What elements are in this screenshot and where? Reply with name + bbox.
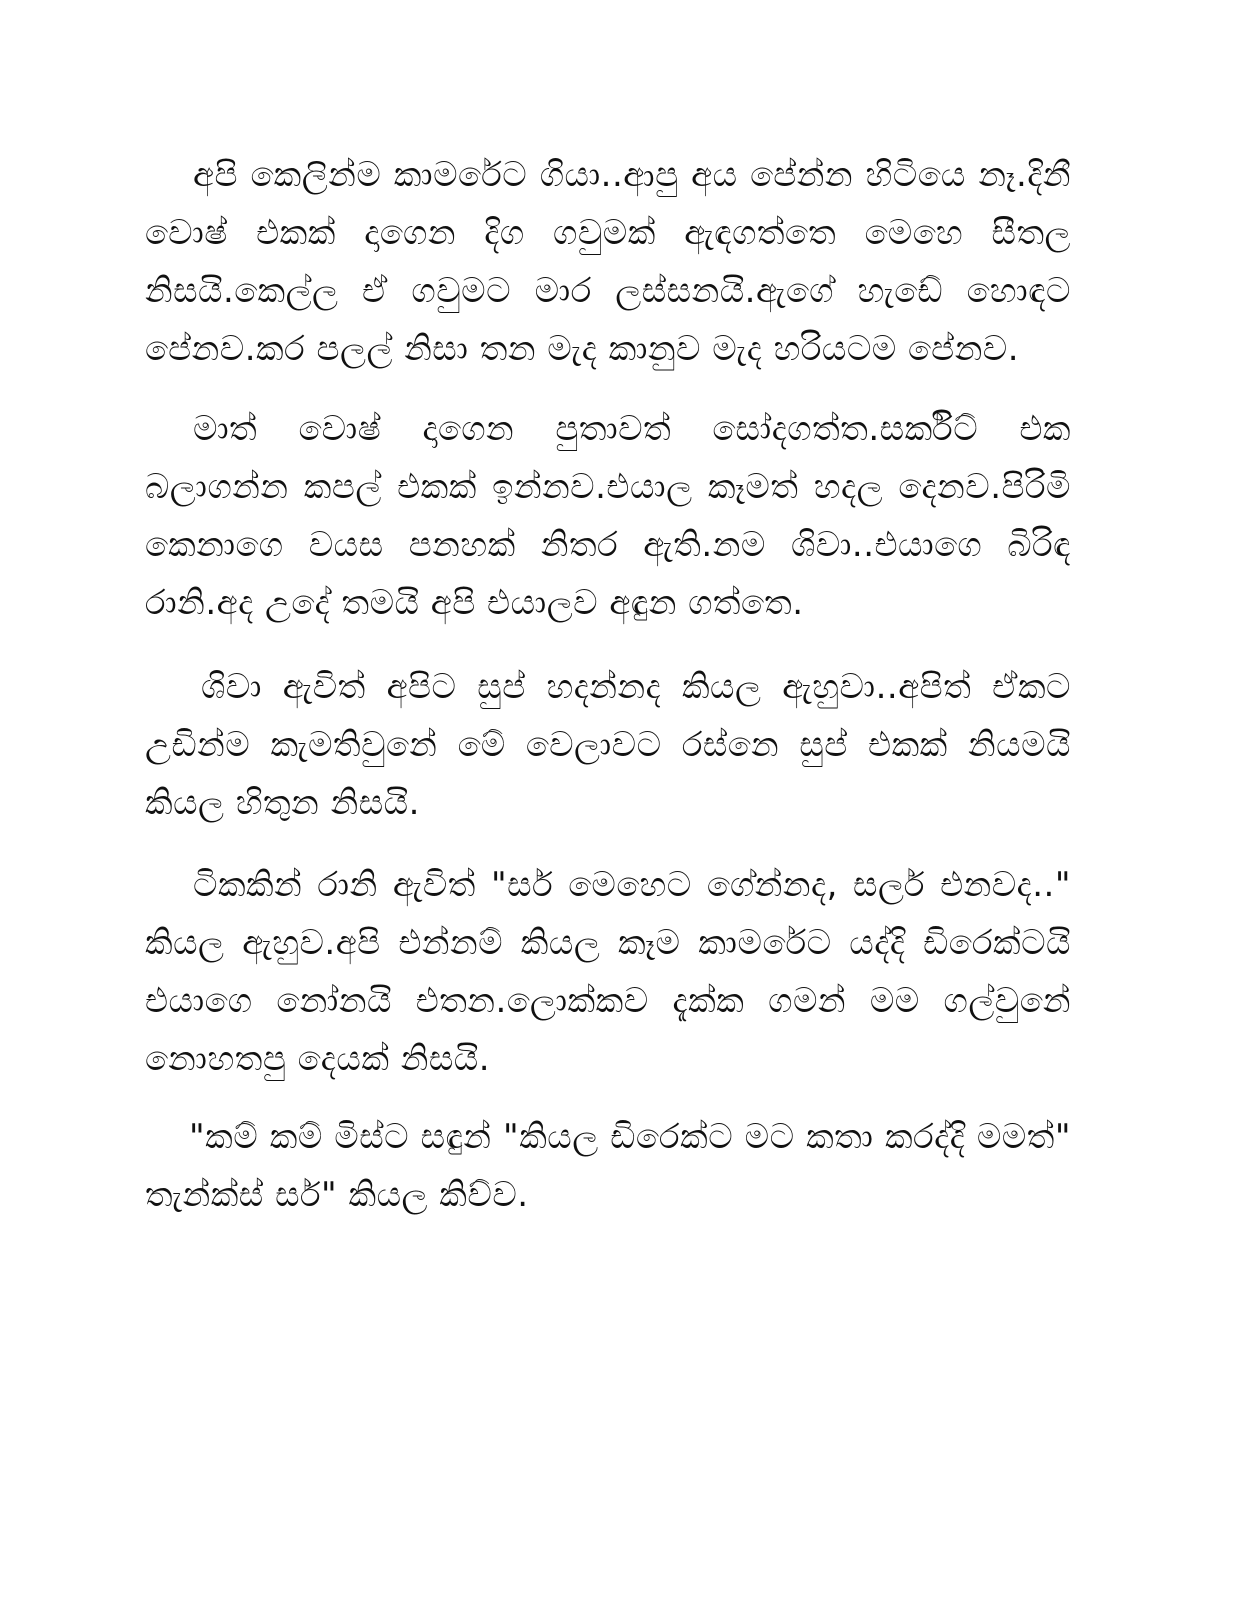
paragraph: අපි කෙලින්ම කාමරේට ගියා..ආපු අය පේන්න හිටියෙ නෑ.දිනී වොෂ් එකක් දාගෙන දිග ගවුමක් ඇඳගත්තෙ මෙහෙ සීතල නිසයි.කෙල්ල ඒ ගවුමට මාර ලස්සනයි.ඇගේ හැඩේ හොඳට පේනව.කර පලල් නිසා තන මැද කානුව මැද හරියටම පේනව. [145, 155, 1071, 369]
document-body [145, 146, 1071, 1224]
paragraph: ටිකකින් රානි ඇවිත් "සර් මෙහෙට ගේන්නද, සර්ල එනවද.." කියල ඇහුව.අපි එන්නම් කියල කෑම කාමරේට යද්දි ඩිරෙක්ටයි එයාගෙ නෝනයි එතන.ලොක්කව දැක්ක ගමන් මම ගල්වුනේ නොහතපු දෙයක් නිසයි. [145, 865, 1071, 1079]
paragraph: "කම් කම් මිස්ට සඳුන් "කියල ඩිරෙක්ට මට කතා කරද්දි මමත්" තැන්ක්ස් සර්" කියල කිව්ව. [145, 1117, 1071, 1215]
paragraph: ශිවා ඇවිත් අපිට සුප් හදන්නද කියල ඇහුවා..අපිත් ඒකට උඩින්ම කැමතිවුනේ මේ වෙලාවට රස්නෙ සුප් එකක් නියමයි කියල හිතුන නිසයි. [145, 667, 1071, 823]
paragraph: මාත් වොෂ් දාගෙන පුතාවත් සෝදගත්ත.සර්කිට් එක බලාගන්න කපල් එකක් ඉන්නව.එයාල කෑමත් හදල දෙනව.පිරිමි කෙනාගෙ වයස පනහක් නිතර ඇති.නම ශිවා..එයාගෙ බිරිඳ රානි.අද උදේ තමයි අපි එයාලව අඳුන ගත්තෙ. [145, 409, 1071, 623]
